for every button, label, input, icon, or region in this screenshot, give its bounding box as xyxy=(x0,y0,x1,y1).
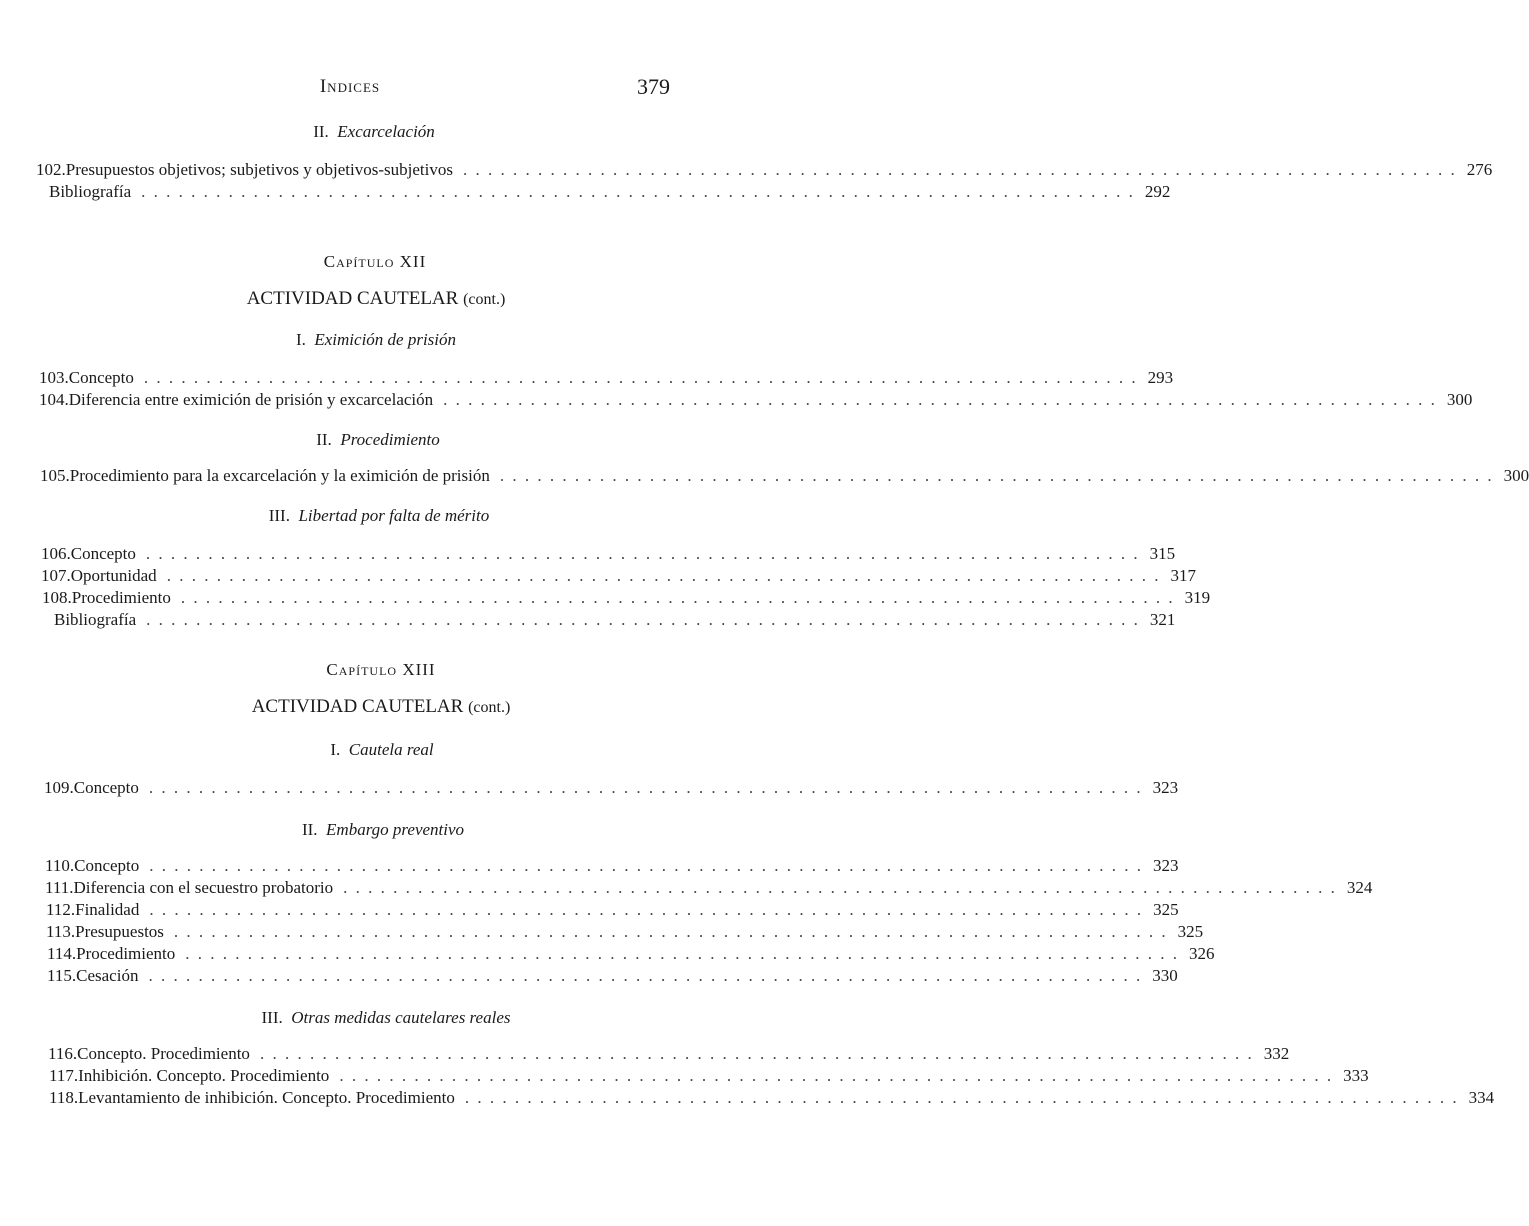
dot-leader: . . . . . . . . . . . . . . . . . . . . . . . . . . . . . . . . . . . . . . . . . . . . . . . . . . . . . . . . . . . . . . . . . . . . . . . . . . . . . . . . xyxy=(149,900,1144,919)
entry-page: 319 xyxy=(1184,588,1211,607)
entry-page: 323 xyxy=(1153,856,1179,875)
toc-entry xyxy=(48,1044,1290,1066)
dot-leader: . . . . . . . . . . . . . . . . . . . . . . . . . . . . . . . . . . . . . . . . . . . . . . . . . . . . . . . . . . . . . . . . . . . . . . . . . . . . . . . . xyxy=(141,182,1135,201)
section-title: Libertad por falta de mérito xyxy=(298,506,490,525)
entry-title: Concepto xyxy=(74,856,140,875)
entry-title: Concepto xyxy=(70,544,136,563)
entry-number: 110. xyxy=(45,856,75,875)
dot-leader: . . . . . . . . . . . . . . . . . . . . . . . . . . . . . . . . . . . . . . . . . . . . . . . . . . . . . . . . . . . . . . . . . . . . . . . . . . . . . . . . xyxy=(464,1088,1459,1107)
section-heading xyxy=(38,330,674,350)
entry-title: Procedimiento para la excarcelación y la eximición de prisión xyxy=(69,466,490,485)
entry-page: 300 xyxy=(1503,466,1529,485)
entry-title: Procedimiento xyxy=(71,588,171,607)
entry-title: Cesación xyxy=(76,966,139,985)
entry-number: 115. xyxy=(47,966,77,985)
section-heading xyxy=(45,820,681,840)
entry-page: 333 xyxy=(1343,1066,1369,1085)
dot-leader: . . . . . . . . . . . . . . . . . . . . . . . . . . . . . . . . . . . . . . . . . . . . . . . . . . . . . . . . . . . . . . . . . . . . . . . . . . . . . . . . xyxy=(180,588,1175,607)
chapter-title-cont: (cont.) xyxy=(463,291,506,308)
dot-leader: . . . . . . . . . . . . . . . . . . . . . . . . . . . . . . . . . . . . . . . . . . . . . . . . . . . . . . . . . . . . . . . . . . . . . . . . . . . . . . . . xyxy=(145,544,1140,563)
section-roman: III. xyxy=(268,506,290,525)
entry-number: 102. xyxy=(36,160,66,179)
section-heading xyxy=(48,1008,684,1028)
dot-leader: . . . . . . . . . . . . . . . . . . . . . . . . . . . . . . . . . . . . . . . . . . . . . . . . . . . . . . . . . . . . . . . . . . . . . . . . . . . . . . . . xyxy=(149,856,1144,875)
dot-leader: . . . . . . . . . . . . . . . . . . . . . . . . . . . . . . . . . . . . . . . . . . . . . . . . . . . . . . . . . . . . . . . . . . . . . . . . . . . . . . . . xyxy=(143,368,1138,387)
section-title: Eximición de prisión xyxy=(314,330,457,349)
chapter-title-cont: (cont.) xyxy=(468,699,511,716)
dot-leader: . . . . . . . . . . . . . . . . . . . . . . . . . . . . . . . . . . . . . . . . . . . . . . . . . . . . . . . . . . . . . . . . . . . . . . . . . . . . . . . . xyxy=(166,566,1161,585)
section-title: Embargo preventivo xyxy=(326,820,465,839)
toc-entry xyxy=(46,922,1204,944)
toc-entry xyxy=(41,544,1176,566)
entry-number: 116. xyxy=(48,1044,78,1063)
entry-page: 324 xyxy=(1346,878,1373,897)
entry-number: 111. xyxy=(45,878,74,897)
entry-title: Concepto. Procedimiento xyxy=(77,1044,250,1063)
section-roman: I. xyxy=(330,740,341,759)
entry-page: 293 xyxy=(1147,368,1174,387)
entry-number: 105. xyxy=(40,466,70,485)
entry-number: 107. xyxy=(41,566,71,585)
entry-page: 300 xyxy=(1446,390,1473,409)
entry-number: 113. xyxy=(46,922,76,941)
entry-number: 117. xyxy=(49,1066,79,1085)
entry-title: Bibliografía xyxy=(54,610,137,629)
entry-title: Levantamiento de inhibición. Concepto. Procedimiento xyxy=(78,1088,455,1107)
entry-title: Presupuestos xyxy=(75,922,164,941)
toc-entry xyxy=(39,390,1473,412)
chapter-label: Capítulo XII xyxy=(323,252,427,271)
section-heading xyxy=(40,430,676,450)
chapter-label: Capítulo XIII xyxy=(326,660,436,679)
toc-entry xyxy=(47,966,1178,988)
entry-page: 334 xyxy=(1468,1088,1495,1107)
entry-title: Oportunidad xyxy=(70,566,157,585)
section-title: Otras medidas cautelares reales xyxy=(291,1008,511,1027)
running-head-title: Indices xyxy=(319,76,381,97)
section-roman: III. xyxy=(261,1008,283,1027)
entry-title: Concepto xyxy=(73,778,139,797)
section-heading xyxy=(41,506,677,526)
entry-title: Finalidad xyxy=(75,900,140,919)
dot-leader: . . . . . . . . . . . . . . . . . . . . . . . . . . . . . . . . . . . . . . . . . . . . . . . . . . . . . . . . . . . . . . . . . . . . . . . . . . . . . . . . xyxy=(443,390,1437,409)
section-title: Excarcelación xyxy=(337,122,435,141)
dot-leader: . . . . . . . . . . . . . . . . . . . . . . . . . . . . . . . . . . . . . . . . . . . . . . . . . . . . . . . . . . . . . . . . . . . . . . . . . . . . . . . . xyxy=(343,878,1337,897)
entry-title: Bibliografía xyxy=(49,182,132,201)
entry-page: 315 xyxy=(1149,544,1176,563)
entry-page: 321 xyxy=(1149,610,1176,629)
dot-leader: . . . . . . . . . . . . . . . . . . . . . . . . . . . . . . . . . . . . . . . . . . . . . . . . . . . . . . . . . . . . . . . . . . . . . . . . . . . . . . . . xyxy=(462,160,1457,179)
entry-title: Procedimiento xyxy=(76,944,176,963)
chapter-title xyxy=(43,696,679,718)
toc-entry-bibliography xyxy=(37,182,1171,204)
entry-number: 112. xyxy=(46,900,76,919)
section-roman: II. xyxy=(301,820,318,839)
running-head xyxy=(0,74,800,104)
entry-title: Diferencia entre eximición de prisión y excarcelación xyxy=(68,390,434,409)
table-of-contents xyxy=(0,118,1529,1110)
dot-leader: . . . . . . . . . . . . . . . . . . . . . . . . . . . . . . . . . . . . . . . . . . . . . . . . . . . . . . . . . . . . . . . . . . . . . . . . . . . . . . . . xyxy=(173,922,1168,941)
dot-leader: . . . . . . . . . . . . . . . . . . . . . . . . . . . . . . . . . . . . . . . . . . . . . . . . . . . . . . . . . . . . . . . . . . . . . . . . . . . . . . . . xyxy=(146,610,1140,629)
toc-entry xyxy=(40,466,1529,488)
entry-title: Diferencia con el secuestro probatorio xyxy=(73,878,334,897)
dot-leader: . . . . . . . . . . . . . . . . . . . . . . . . . . . . . . . . . . . . . . . . . . . . . . . . . . . . . . . . . . . . . . . . . . . . . . . . . . . . . . . . xyxy=(185,944,1180,963)
chapter-title-text: ACTIVIDAD CAUTELAR xyxy=(246,288,459,309)
page-number: 379 xyxy=(637,74,670,99)
toc-entry xyxy=(42,588,1211,610)
toc-entry xyxy=(46,900,1179,922)
toc-entry xyxy=(44,778,1179,800)
entry-page: 325 xyxy=(1177,922,1204,941)
entry-page: 326 xyxy=(1189,944,1215,963)
section-roman: II. xyxy=(313,122,329,141)
entry-page: 323 xyxy=(1152,778,1179,797)
chapter-title-text: ACTIVIDAD CAUTELAR xyxy=(251,696,464,717)
entry-number: 104. xyxy=(39,390,69,409)
entry-page: 332 xyxy=(1263,1044,1290,1063)
toc-entry-bibliography xyxy=(42,610,1176,632)
section-title: Procedimiento xyxy=(340,430,440,449)
toc-entry xyxy=(45,856,1179,878)
toc-entry xyxy=(41,566,1196,588)
entry-number: 114. xyxy=(47,944,77,963)
toc-entry xyxy=(36,160,1493,182)
entry-number: 109. xyxy=(44,778,74,797)
entry-page: 292 xyxy=(1144,182,1171,201)
dot-leader: . . . . . . . . . . . . . . . . . . . . . . . . . . . . . . . . . . . . . . . . . . . . . . . . . . . . . . . . . . . . . . . . . . . . . . . . . . . . . . . . xyxy=(148,778,1143,797)
dot-leader: . . . . . . . . . . . . . . . . . . . . . . . . . . . . . . . . . . . . . . . . . . . . . . . . . . . . . . . . . . . . . . . . . . . . . . . . . . . . . . . . xyxy=(148,966,1143,985)
entry-number: 103. xyxy=(39,368,69,387)
entry-number: 106. xyxy=(41,544,71,563)
dot-leader: . . . . . . . . . . . . . . . . . . . . . . . . . . . . . . . . . . . . . . . . . . . . . . . . . . . . . . . . . . . . . . . . . . . . . . . . . . . . . . . . xyxy=(499,466,1494,485)
dot-leader: . . . . . . . . . . . . . . . . . . . . . . . . . . . . . . . . . . . . . . . . . . . . . . . . . . . . . . . . . . . . . . . . . . . . . . . . . . . . . . . . xyxy=(259,1044,1254,1063)
entry-title: Concepto xyxy=(68,368,134,387)
section-heading xyxy=(44,740,680,760)
entry-title: Inhibición. Concepto. Procedimiento xyxy=(78,1066,330,1085)
entry-title: Presupuestos objetivos; subjetivos y objetivos-subjetivos xyxy=(65,160,453,179)
section-roman: I. xyxy=(295,330,306,349)
entry-page: 276 xyxy=(1466,160,1493,179)
dot-leader: . . . . . . . . . . . . . . . . . . . . . . . . . . . . . . . . . . . . . . . . . . . . . . . . . . . . . . . . . . . . . . . . . . . . . . . . . . . . . . . . xyxy=(339,1066,1334,1085)
entry-number: 108. xyxy=(42,588,72,607)
entry-page: 330 xyxy=(1152,966,1178,985)
toc-entry xyxy=(39,368,1174,390)
toc-entry xyxy=(45,878,1373,900)
toc-entry xyxy=(47,944,1215,966)
chapter-title xyxy=(38,288,674,310)
toc-entry xyxy=(49,1088,1495,1110)
section-heading xyxy=(36,122,672,142)
entry-page: 317 xyxy=(1170,566,1196,585)
entry-number: 118. xyxy=(49,1088,79,1107)
section-title: Cautela real xyxy=(348,740,434,759)
entry-page: 325 xyxy=(1153,900,1179,919)
section-roman: II. xyxy=(316,430,332,449)
toc-entry xyxy=(49,1066,1369,1088)
